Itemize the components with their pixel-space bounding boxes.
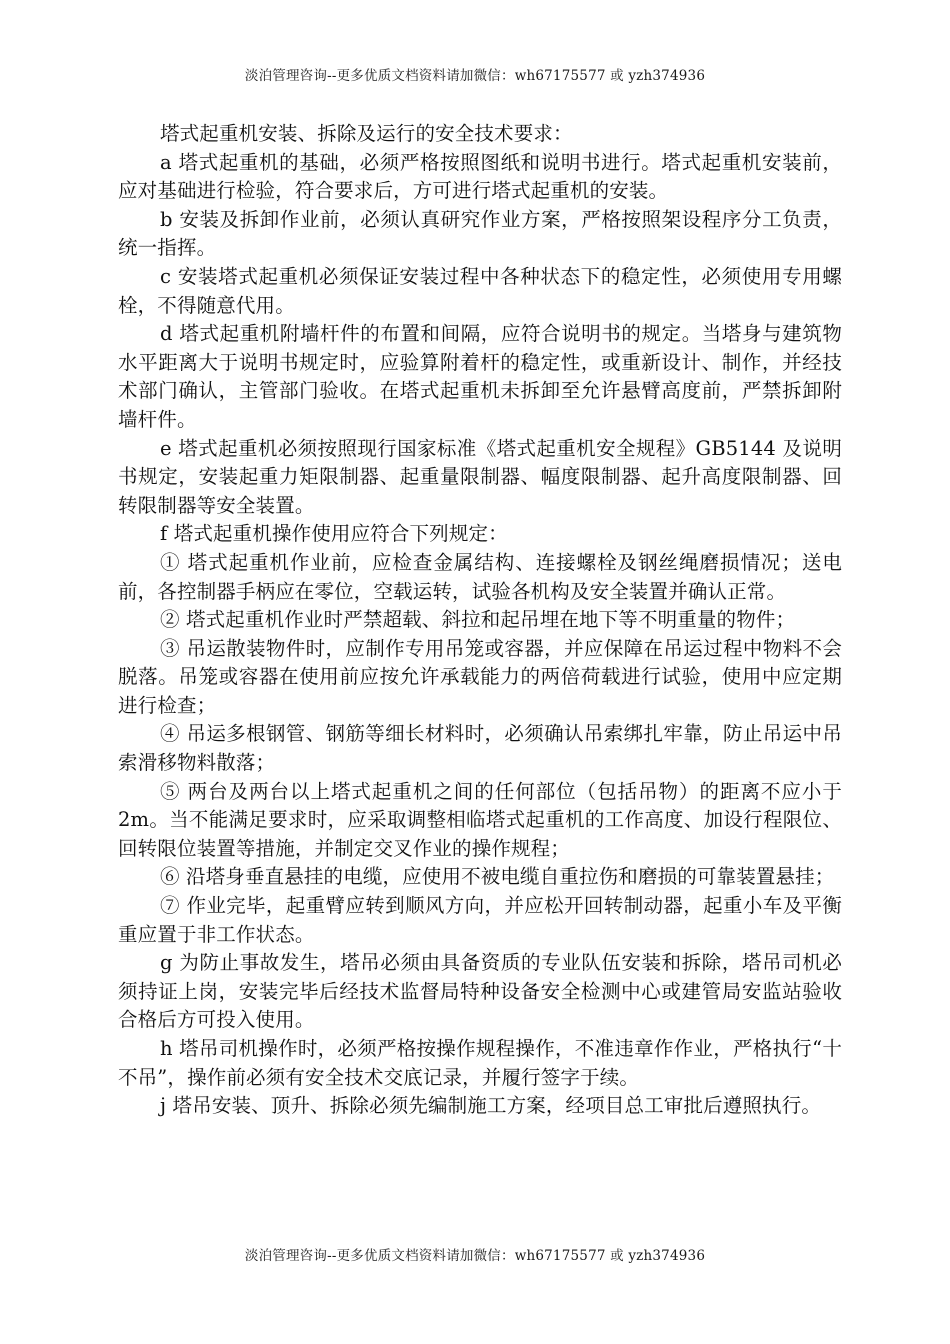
page-header: 淡泊管理咨询--更多优质文档资料请加微信：wh67175577 或 yzh374936 <box>244 68 706 84</box>
rule-item-7: ⑦ 作业完毕，起重臂应转到顺风方向，并应松开回转制动器，起重小车及平衡重应置于非工作状态。 <box>118 894 842 946</box>
rule-item-1: ① 塔式起重机作业前，应检查金属结构、连接螺栓及钢丝绳磨损情况；送电前，各控制器手柄应在零位，空载运转，试验各机构及安全装置并确认正常。 <box>118 550 842 603</box>
paragraph-b: b 安装及拆卸作业前，必须认真研究作业方案，严格按照架设程序分工负责，统一指挥。 <box>118 207 842 260</box>
paragraph-f: f 塔式起重机操作使用应符合下列规定： <box>160 522 508 546</box>
page-footer: 淡泊管理咨询--更多优质文档资料请加微信：wh67175577 或 yzh374936 <box>244 1248 706 1264</box>
document-body <box>118 120 842 1121</box>
rule-item-5: ⑤ 两台及两台以上塔式起重机之间的任何部位（包括吊物）的距离不应小于 2m。当不能满足要求时，应采取调整相临塔式起重机的工作高度、加设行程限位、回转限位装置等措施，并制定交叉作业的操作规程； <box>118 779 842 860</box>
paragraph-a: a 塔式起重机的基础，必须严格按照图纸和说明书进行。塔式起重机安装前，应对基础进行检验，符合要求后，方可进行塔式起重机的安装。 <box>118 150 842 203</box>
section-title: 塔式起重机安装、拆除及运行的安全技术要求： <box>160 122 573 145</box>
paragraph-g: g 为防止事故发生，塔吊必须由具备资质的专业队伍安装和拆除，塔吊司机必须持证上岗，安装完毕后经技术监督局特种设备安全检测中心或建管局安监站验收合格后方可投入使用。 <box>118 951 842 1032</box>
rule-item-2: ② 塔式起重机作业时严禁超载、斜拉和起吊埋在地下等不明重量的物件； <box>160 608 796 632</box>
rule-item-3: ③ 吊运散装物件时，应制作专用吊笼或容器，并应保障在吊运过程中物料不会脱落。吊笼或容器在使用前应按允许承载能力的两倍荷载进行试验，使用中应定期进行检查； <box>118 636 842 717</box>
paragraph-e: e 塔式起重机必须按照现行国家标准《塔式起重机安全规程》GB5144 及说明书规定，安装起重力矩限制器、起重量限制器、幅度限制器、起升高度限制器、回转限制器等安全装置。 <box>118 436 842 517</box>
rule-item-6: ⑥ 沿塔身垂直悬挂的电缆，应使用不被电缆自重拉伤和磨损的可靠装置悬挂； <box>160 865 835 889</box>
rule-item-4: ④ 吊运多根钢管、钢筋等细长材料时，必须确认吊索绑扎牢靠，防止吊运中吊索滑移物料散落； <box>118 722 842 775</box>
paragraph-c: c 安装塔式起重机必须保证安装过程中各种状态下的稳定性，必须使用专用螺栓，不得随意代用。 <box>118 264 842 317</box>
paragraph-j: j 塔吊安装、顶升、拆除必须先编制施工方案，经项目总工审批后遵照执行。 <box>160 1094 821 1118</box>
paragraph-d: d 塔式起重机附墙杆件的布置和间隔，应符合说明书的规定。当塔身与建筑物水平距离大于说明书规定时，应验算附着杆的稳定性，或重新设计、制作，并经技术部门确认，主管部门验收。在塔式起重机未拆卸至允许悬臂高度前，严禁拆卸附墙杆件。 <box>118 322 842 431</box>
paragraph-h: h 塔吊司机操作时，必须严格按操作规程操作，不准违章作作业，严格执行“十不吊”，操作前必须有安全技术交底记录，并履行签字于续。 <box>118 1037 842 1089</box>
